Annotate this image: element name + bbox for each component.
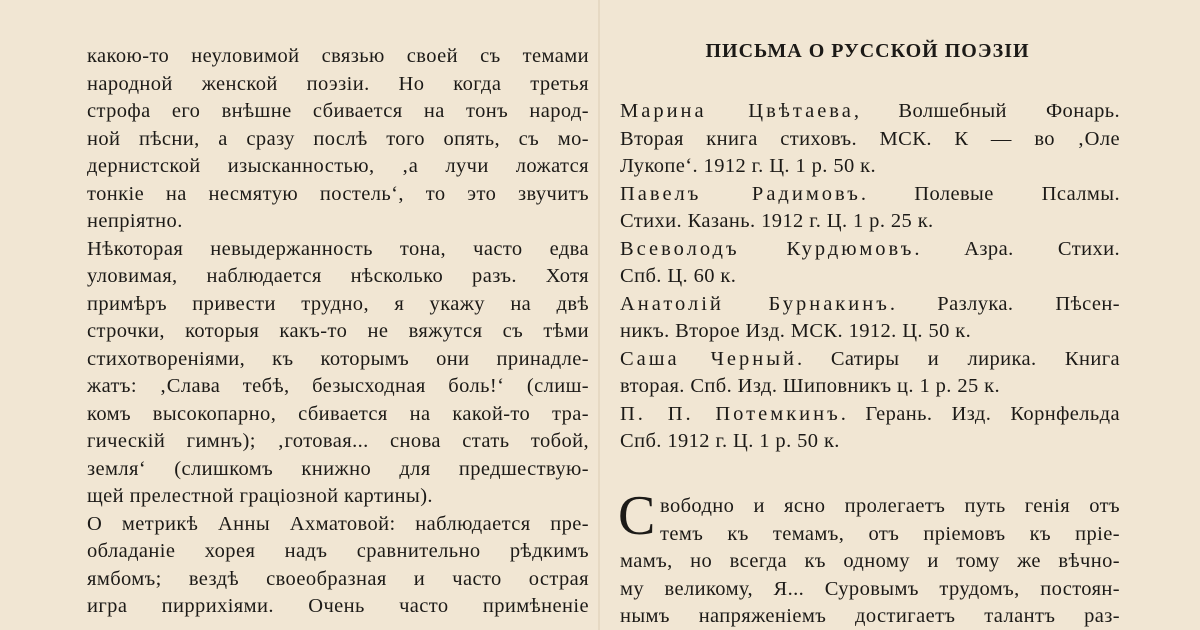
body-line: ямбомъ; вездѣ своеобразная и часто острая [87, 567, 589, 590]
body-line: игра пиррихіями. Очень часто примѣненіе [87, 595, 589, 617]
body-line: комъ высокопарно, сбивается на какой-то тра- [87, 402, 589, 425]
book-title: . Разлука. Пѣсен- [889, 292, 1120, 315]
book-title: , Волшебный Фонарь. [853, 100, 1120, 122]
author-name: Саша Черный [620, 347, 797, 370]
bibliography-list [620, 98, 1120, 456]
bibliography-entry [620, 346, 1120, 374]
bibliography-entry [620, 236, 1120, 264]
bibliography-line: никъ. Второе Изд. МСК. 1912. Ц. 50 к. [620, 320, 972, 342]
bibliography-line: вторая. Спб. Изд. Шиповникъ ц. 1 р. 25 к. [620, 375, 1001, 397]
body-line: непріятно. [87, 210, 183, 232]
body-line: ной пѣсни, а сразу послѣ того опять, съ мо- [87, 127, 589, 150]
book-title: . Полевые Псалмы. [860, 182, 1120, 205]
bibliography-entry [620, 291, 1120, 319]
body-line: какою-то неуловимой связью своей съ темами [87, 45, 589, 67]
body-line: уловимая, наблюдается нѣсколько разъ. Хотя [87, 265, 589, 287]
author-name: Анатолій Бурнакинъ [620, 292, 890, 315]
book-title: . Герань. Изд. Корнфельда [840, 402, 1120, 425]
essay-line: вободно и ясно пролегаетъ путь генія отъ [660, 495, 1120, 517]
book-title: . Азра. Стихи. [914, 237, 1121, 260]
bibliography-line: Спб. Ц. 60 к. [620, 265, 737, 287]
body-line: стихотвореніями, къ которымъ они принадле- [87, 347, 589, 370]
bibliography-line: Спб. 1912 г. Ц. 1 р. 50 к. [620, 430, 840, 452]
essay-line: му великому, Я... Суровымъ трудомъ, постоян- [620, 577, 1120, 600]
author-name: П. П. Потемкинъ [620, 402, 841, 425]
drop-cap: С [618, 485, 656, 547]
essay-line: мамъ, но всегда къ одному и тому же вѣчно- [620, 550, 1120, 572]
body-line: строчки, которыя какъ-то не вяжутся съ тѣми [87, 320, 589, 342]
body-line: народной женской поэзіи. Но когда третья [87, 72, 589, 95]
bibliography-entry [620, 98, 1120, 126]
body-line: тонкіе на несмятую постель‘, то это звучитъ [87, 182, 589, 205]
body-line: примѣръ привести трудно, я укажу на двѣ [87, 292, 589, 315]
bibliography-entry [620, 401, 1120, 429]
body-line: обладаніе хорея надъ сравнительно рѣдкимъ [87, 540, 589, 562]
book-title: . Сатиры и лирика. Книга [796, 347, 1121, 370]
column-gutter [598, 0, 600, 630]
bibliography-line: Лукопе‘. 1912 г. Ц. 1 р. 50 к. [620, 155, 877, 177]
body-line: дернистской изысканностью, ‚а лучи ложатся [87, 155, 589, 177]
bibliography-line: Стихи. Казань. 1912 г. Ц. 1 р. 25 к. [620, 210, 934, 232]
body-line: О метрикѣ Анны Ахматовой: наблюдается пре- [87, 512, 589, 535]
left-column [87, 43, 589, 621]
bibliography-entry [620, 181, 1120, 209]
body-line: строфа его внѣшне сбивается на тонъ народ- [87, 100, 589, 122]
essay-text [620, 493, 1120, 630]
bibliography-line: Вторая книга стиховъ. МСК. К — во ‚Оле [620, 127, 1120, 150]
author-name: Павелъ Радимовъ [620, 182, 861, 205]
author-name: Всеволодъ Курдюмовъ [620, 237, 915, 260]
body-line: щей прелестной граціозной картины). [87, 485, 433, 507]
running-head: ПИСЬМА О РУССКОЙ ПОЭЗІИ [705, 40, 1030, 62]
body-line: жатъ: ‚Слава тебѣ, безысходная боль!‘ (слиш- [87, 375, 589, 397]
body-line: земля‘ (слишкомъ книжно для предшествую- [87, 457, 589, 480]
essay-line: темъ къ темамъ, отъ пріемовъ къ прiе- [660, 522, 1120, 545]
body-line: гическій гимнъ); ‚готовая... снова стать тобой, [87, 430, 589, 452]
essay-line: нымъ напряженіемъ достигаетъ талантъ раз- [620, 605, 1120, 627]
body-line: Нѣкоторая невыдержанность тона, часто едва [87, 237, 589, 260]
author-name: Марина Цвѣтаева [620, 100, 854, 122]
